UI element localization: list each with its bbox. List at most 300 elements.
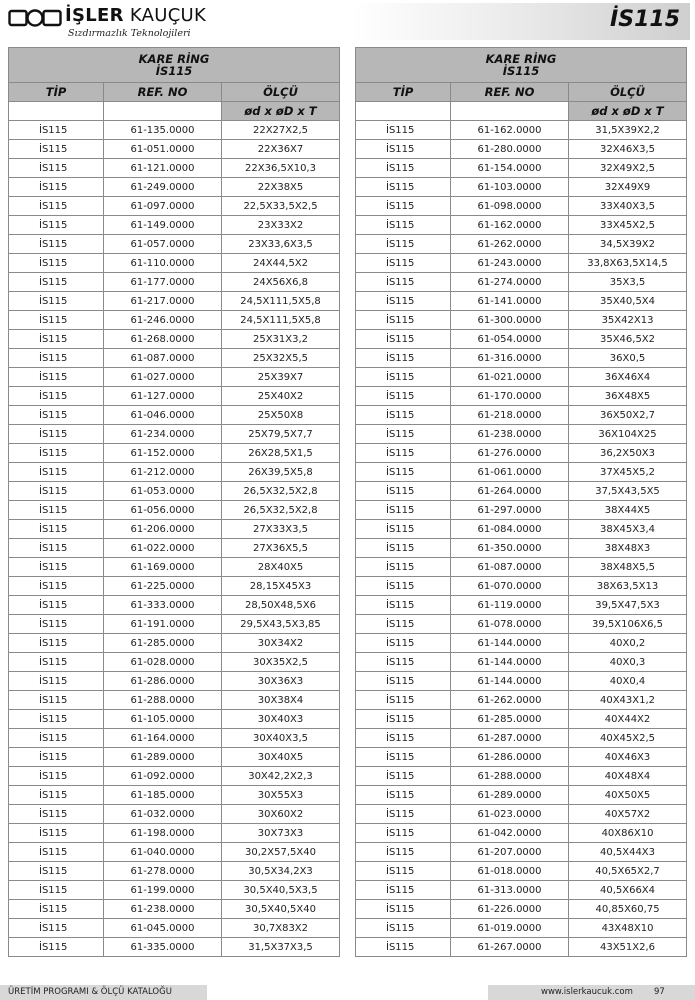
table-row xyxy=(356,862,687,881)
cell-tip: İS115 xyxy=(356,596,451,615)
cell-dimensions: 30X55X3 xyxy=(222,786,340,805)
cell-dimensions: 40X86X10 xyxy=(569,824,687,843)
cell-tip: İS115 xyxy=(9,919,104,938)
cell-ref-no: 61-054.0000 xyxy=(451,330,569,349)
cell-dimensions: 43X48X10 xyxy=(569,919,687,938)
cell-dimensions: 29,5X43,5X3,85 xyxy=(222,615,340,634)
cell-tip: İS115 xyxy=(356,691,451,710)
cell-ref-no: 61-238.0000 xyxy=(451,425,569,444)
cell-ref-no: 61-021.0000 xyxy=(451,368,569,387)
cell-dimensions: 23X33,6X3,5 xyxy=(222,235,340,254)
cell-dimensions: 38X63,5X13 xyxy=(569,577,687,596)
table-row xyxy=(9,178,340,197)
cell-tip: İS115 xyxy=(9,748,104,767)
cell-ref-no: 61-264.0000 xyxy=(451,482,569,501)
cell-dimensions: 36X48X5 xyxy=(569,387,687,406)
cell-ref-no: 61-164.0000 xyxy=(104,729,222,748)
table-row xyxy=(356,615,687,634)
cell-tip: İS115 xyxy=(356,311,451,330)
cell-ref-no: 61-040.0000 xyxy=(104,843,222,862)
table-row xyxy=(356,254,687,273)
cell-dimensions: 30,5X40,5X3,5 xyxy=(222,881,340,900)
cell-tip: İS115 xyxy=(356,843,451,862)
cell-dimensions: 31,5X37X3,5 xyxy=(222,938,340,957)
cell-ref-no: 61-199.0000 xyxy=(104,881,222,900)
cell-tip: İS115 xyxy=(9,311,104,330)
table-row xyxy=(9,805,340,824)
cell-dimensions: 22,5X33,5X2,5 xyxy=(222,197,340,216)
cell-tip: İS115 xyxy=(9,482,104,501)
cell-ref-no: 61-023.0000 xyxy=(451,805,569,824)
cell-dimensions: 24,5X111,5X5,8 xyxy=(222,292,340,311)
table-row xyxy=(9,159,340,178)
cell-dimensions: 35X46,5X2 xyxy=(569,330,687,349)
cell-ref-no: 61-019.0000 xyxy=(451,919,569,938)
cell-dimensions: 25X39X7 xyxy=(222,368,340,387)
cell-tip: İS115 xyxy=(9,710,104,729)
cell-tip: İS115 xyxy=(9,615,104,634)
table-row xyxy=(9,748,340,767)
cell-ref-no: 61-206.0000 xyxy=(104,520,222,539)
cell-ref-no: 61-243.0000 xyxy=(451,254,569,273)
cell-tip: İS115 xyxy=(9,349,104,368)
table-row xyxy=(356,463,687,482)
cell-dimensions: 30X40X3 xyxy=(222,710,340,729)
cell-tip: İS115 xyxy=(9,444,104,463)
cell-tip: İS115 xyxy=(356,520,451,539)
cell-ref-no: 61-278.0000 xyxy=(104,862,222,881)
table-row xyxy=(9,577,340,596)
table-row xyxy=(9,653,340,672)
cell-ref-no: 61-061.0000 xyxy=(451,463,569,482)
cell-ref-no: 61-169.0000 xyxy=(104,558,222,577)
page-number: 97 xyxy=(654,987,665,997)
table-row xyxy=(9,691,340,710)
cell-tip: İS115 xyxy=(9,691,104,710)
table-row xyxy=(9,444,340,463)
cell-ref-no: 61-285.0000 xyxy=(451,710,569,729)
cell-tip: İS115 xyxy=(9,900,104,919)
cell-dimensions: 24X56X6,8 xyxy=(222,273,340,292)
cell-ref-no: 61-300.0000 xyxy=(451,311,569,330)
cell-tip: İS115 xyxy=(356,919,451,938)
cell-dimensions: 27X36X5,5 xyxy=(222,539,340,558)
cell-ref-no: 61-154.0000 xyxy=(451,159,569,178)
cell-ref-no: 61-087.0000 xyxy=(451,558,569,577)
table-row xyxy=(9,330,340,349)
cell-tip: İS115 xyxy=(9,767,104,786)
cell-tip: İS115 xyxy=(9,254,104,273)
cell-dimensions: 39,5X106X6,5 xyxy=(569,615,687,634)
table-title-line1: KARE RİNG xyxy=(485,52,557,66)
column-header-ref: REF. NO xyxy=(104,83,222,102)
table-row xyxy=(356,444,687,463)
product-table-right xyxy=(355,47,687,957)
table-row xyxy=(356,311,687,330)
cell-ref-no: 61-350.0000 xyxy=(451,539,569,558)
cell-dimensions: 38X48X3 xyxy=(569,539,687,558)
cell-ref-no: 61-313.0000 xyxy=(451,881,569,900)
cell-ref-no: 61-276.0000 xyxy=(451,444,569,463)
cell-ref-no: 61-078.0000 xyxy=(451,615,569,634)
cell-ref-no: 61-144.0000 xyxy=(451,672,569,691)
cell-tip: İS115 xyxy=(9,843,104,862)
cell-tip: İS115 xyxy=(356,387,451,406)
brand-name-rest: KAUÇUK xyxy=(123,5,207,26)
cell-tip: İS115 xyxy=(356,539,451,558)
table-row xyxy=(9,368,340,387)
cell-dimensions: 24,5X111,5X5,8 xyxy=(222,311,340,330)
cell-ref-no: 61-288.0000 xyxy=(451,767,569,786)
cell-dimensions: 24X44,5X2 xyxy=(222,254,340,273)
cell-tip: İS115 xyxy=(356,634,451,653)
table-row xyxy=(9,349,340,368)
cell-tip: İS115 xyxy=(9,786,104,805)
cell-dimensions: 25X79,5X7,7 xyxy=(222,425,340,444)
cell-tip: İS115 xyxy=(356,672,451,691)
cell-ref-no: 61-053.0000 xyxy=(104,482,222,501)
cell-dimensions: 40,5X66X4 xyxy=(569,881,687,900)
table-row xyxy=(9,938,340,957)
cell-dimensions: 40X43X1,2 xyxy=(569,691,687,710)
table-row xyxy=(9,843,340,862)
table-row xyxy=(356,672,687,691)
table-row xyxy=(356,805,687,824)
cell-dimensions: 30,5X40,5X40 xyxy=(222,900,340,919)
cell-ref-no: 61-056.0000 xyxy=(104,501,222,520)
cell-ref-no: 61-121.0000 xyxy=(104,159,222,178)
cell-dimensions: 40X0,2 xyxy=(569,634,687,653)
cell-dimensions: 30X40X5 xyxy=(222,748,340,767)
table-row xyxy=(9,482,340,501)
cell-dimensions: 35X3,5 xyxy=(569,273,687,292)
table-title-line1: KARE RİNG xyxy=(138,52,210,66)
cell-dimensions: 30,7X83X2 xyxy=(222,919,340,938)
cell-tip: İS115 xyxy=(356,577,451,596)
cell-dimensions: 40,5X44X3 xyxy=(569,843,687,862)
product-table-left xyxy=(8,47,340,957)
cell-dimensions: 26,5X32,5X2,8 xyxy=(222,482,340,501)
cell-dimensions: 22X38X5 xyxy=(222,178,340,197)
table-row xyxy=(9,463,340,482)
cell-dimensions: 25X32X5,5 xyxy=(222,349,340,368)
cell-ref-no: 61-098.0000 xyxy=(451,197,569,216)
table-row xyxy=(356,159,687,178)
cell-ref-no: 61-198.0000 xyxy=(104,824,222,843)
cell-ref-no: 61-028.0000 xyxy=(104,653,222,672)
cell-ref-no: 61-249.0000 xyxy=(104,178,222,197)
cell-ref-no: 61-274.0000 xyxy=(451,273,569,292)
cell-tip: İS115 xyxy=(356,748,451,767)
cell-ref-no: 61-092.0000 xyxy=(104,767,222,786)
cell-ref-no: 61-316.0000 xyxy=(451,349,569,368)
cell-dimensions: 36,2X50X3 xyxy=(569,444,687,463)
column-subheader-empty xyxy=(9,102,104,121)
cell-dimensions: 26,5X32,5X2,8 xyxy=(222,501,340,520)
cell-dimensions: 33X45X2,5 xyxy=(569,216,687,235)
cell-ref-no: 61-152.0000 xyxy=(104,444,222,463)
table-row xyxy=(9,425,340,444)
cell-tip: İS115 xyxy=(356,273,451,292)
cell-dimensions: 30X38X4 xyxy=(222,691,340,710)
cell-tip: İS115 xyxy=(356,862,451,881)
cell-tip: İS115 xyxy=(356,881,451,900)
cell-dimensions: 37,5X43,5X5 xyxy=(569,482,687,501)
cell-ref-no: 61-177.0000 xyxy=(104,273,222,292)
cell-ref-no: 61-280.0000 xyxy=(451,140,569,159)
cell-ref-no: 61-127.0000 xyxy=(104,387,222,406)
table-title-line2: İS115 xyxy=(502,64,540,78)
table-row xyxy=(9,919,340,938)
table-row xyxy=(9,292,340,311)
table-row xyxy=(9,197,340,216)
column-header-olcu: ÖLÇÜ xyxy=(222,83,340,102)
cell-tip: İS115 xyxy=(356,425,451,444)
cell-ref-no: 61-087.0000 xyxy=(104,349,222,368)
column-header-ref: REF. NO xyxy=(451,83,569,102)
cell-tip: İS115 xyxy=(356,482,451,501)
cell-tip: İS115 xyxy=(356,767,451,786)
cell-tip: İS115 xyxy=(9,463,104,482)
cell-dimensions: 30,5X34,2X3 xyxy=(222,862,340,881)
cell-tip: İS115 xyxy=(356,710,451,729)
cell-tip: İS115 xyxy=(356,349,451,368)
cell-ref-no: 61-287.0000 xyxy=(451,729,569,748)
cell-tip: İS115 xyxy=(9,292,104,311)
cell-ref-no: 61-105.0000 xyxy=(104,710,222,729)
cell-tip: İS115 xyxy=(9,216,104,235)
cell-tip: İS115 xyxy=(356,216,451,235)
cell-ref-no: 61-288.0000 xyxy=(104,691,222,710)
cell-ref-no: 61-141.0000 xyxy=(451,292,569,311)
cell-ref-no: 61-225.0000 xyxy=(104,577,222,596)
footer-website-link[interactable]: www.islerkaucuk.com xyxy=(541,987,633,997)
cell-dimensions: 28,15X45X3 xyxy=(222,577,340,596)
cell-dimensions: 40X50X5 xyxy=(569,786,687,805)
table-row xyxy=(356,387,687,406)
cell-dimensions: 38X45X3,4 xyxy=(569,520,687,539)
cell-ref-no: 61-246.0000 xyxy=(104,311,222,330)
cell-tip: İS115 xyxy=(9,881,104,900)
table-row xyxy=(356,577,687,596)
header-band xyxy=(352,3,690,40)
table-row xyxy=(356,919,687,938)
column-header-olcu: ÖLÇÜ xyxy=(569,83,687,102)
cell-tip: İS115 xyxy=(9,121,104,140)
cell-tip: İS115 xyxy=(356,159,451,178)
cell-tip: İS115 xyxy=(356,368,451,387)
table-row xyxy=(9,501,340,520)
cell-tip: İS115 xyxy=(9,805,104,824)
cell-tip: İS115 xyxy=(9,862,104,881)
table-row xyxy=(9,254,340,273)
table-body xyxy=(9,121,340,957)
cell-ref-no: 61-046.0000 xyxy=(104,406,222,425)
cell-tip: İS115 xyxy=(356,197,451,216)
cell-tip: İS115 xyxy=(356,121,451,140)
cell-dimensions: 23X33X2 xyxy=(222,216,340,235)
table-title xyxy=(9,48,340,83)
logo-mark-icon xyxy=(8,7,62,29)
cell-tip: İS115 xyxy=(356,235,451,254)
cell-dimensions: 40,85X60,75 xyxy=(569,900,687,919)
table-row xyxy=(356,292,687,311)
cell-ref-no: 61-238.0000 xyxy=(104,900,222,919)
column-subheader-empty xyxy=(104,102,222,121)
table-row xyxy=(356,482,687,501)
cell-dimensions: 26X39,5X5,8 xyxy=(222,463,340,482)
cell-tip: İS115 xyxy=(9,653,104,672)
cell-dimensions: 39,5X47,5X3 xyxy=(569,596,687,615)
column-header-tip: TİP xyxy=(9,83,104,102)
cell-dimensions: 30X40X3,5 xyxy=(222,729,340,748)
cell-ref-no: 61-207.0000 xyxy=(451,843,569,862)
cell-dimensions: 27X33X3,5 xyxy=(222,520,340,539)
cell-dimensions: 40,5X65X2,7 xyxy=(569,862,687,881)
cell-dimensions: 30X42,2X2,3 xyxy=(222,767,340,786)
cell-tip: İS115 xyxy=(356,178,451,197)
table-row xyxy=(9,862,340,881)
table-row xyxy=(356,197,687,216)
cell-ref-no: 61-212.0000 xyxy=(104,463,222,482)
cell-tip: İS115 xyxy=(9,729,104,748)
cell-tip: İS115 xyxy=(356,330,451,349)
cell-dimensions: 30X36X3 xyxy=(222,672,340,691)
cell-ref-no: 61-234.0000 xyxy=(104,425,222,444)
cell-tip: İS115 xyxy=(9,406,104,425)
cell-ref-no: 61-022.0000 xyxy=(104,539,222,558)
table-row xyxy=(356,596,687,615)
table-row xyxy=(356,691,687,710)
cell-dimensions: 35X42X13 xyxy=(569,311,687,330)
cell-tip: İS115 xyxy=(356,805,451,824)
cell-dimensions: 36X104X25 xyxy=(569,425,687,444)
cell-tip: İS115 xyxy=(9,520,104,539)
cell-dimensions: 28,50X48,5X6 xyxy=(222,596,340,615)
cell-ref-no: 61-297.0000 xyxy=(451,501,569,520)
table-title-line2: İS115 xyxy=(155,64,193,78)
table-row xyxy=(356,349,687,368)
cell-dimensions: 43X51X2,6 xyxy=(569,938,687,957)
table-row xyxy=(356,710,687,729)
cell-ref-no: 61-267.0000 xyxy=(451,938,569,957)
cell-ref-no: 61-097.0000 xyxy=(104,197,222,216)
table-row xyxy=(9,881,340,900)
cell-ref-no: 61-262.0000 xyxy=(451,235,569,254)
cell-dimensions: 40X57X2 xyxy=(569,805,687,824)
cell-tip: İS115 xyxy=(9,235,104,254)
cell-dimensions: 30X34X2 xyxy=(222,634,340,653)
cell-dimensions: 32X49X2,5 xyxy=(569,159,687,178)
cell-ref-no: 61-218.0000 xyxy=(451,406,569,425)
table-body xyxy=(356,121,687,957)
cell-ref-no: 61-289.0000 xyxy=(451,786,569,805)
cell-tip: İS115 xyxy=(9,558,104,577)
table-row xyxy=(9,729,340,748)
table-row xyxy=(356,406,687,425)
table-row xyxy=(9,596,340,615)
cell-ref-no: 61-149.0000 xyxy=(104,216,222,235)
table-row xyxy=(9,311,340,330)
cell-tip: İS115 xyxy=(356,615,451,634)
column-subheader-empty xyxy=(356,102,451,121)
table-row xyxy=(356,729,687,748)
cell-dimensions: 40X0,4 xyxy=(569,672,687,691)
table-row xyxy=(356,140,687,159)
table-row xyxy=(356,216,687,235)
table-row xyxy=(9,140,340,159)
company-logo xyxy=(8,4,208,42)
cell-ref-no: 61-057.0000 xyxy=(104,235,222,254)
table-row xyxy=(356,539,687,558)
table-row xyxy=(9,710,340,729)
cell-tip: İS115 xyxy=(356,558,451,577)
table-row xyxy=(356,368,687,387)
cell-dimensions: 40X0,3 xyxy=(569,653,687,672)
table-row xyxy=(356,273,687,292)
cell-tip: İS115 xyxy=(9,634,104,653)
table-row xyxy=(9,121,340,140)
cell-tip: İS115 xyxy=(9,539,104,558)
footer-right xyxy=(488,985,695,1000)
table-row xyxy=(9,824,340,843)
cell-dimensions: 36X46X4 xyxy=(569,368,687,387)
cell-dimensions: 40X46X3 xyxy=(569,748,687,767)
cell-dimensions: 22X36,5X10,3 xyxy=(222,159,340,178)
cell-ref-no: 61-333.0000 xyxy=(104,596,222,615)
cell-ref-no: 61-226.0000 xyxy=(451,900,569,919)
table-row xyxy=(356,634,687,653)
table-row xyxy=(9,634,340,653)
cell-ref-no: 61-262.0000 xyxy=(451,691,569,710)
table-row xyxy=(356,520,687,539)
cell-tip: İS115 xyxy=(356,463,451,482)
cell-ref-no: 61-070.0000 xyxy=(451,577,569,596)
cell-tip: İS115 xyxy=(9,501,104,520)
cell-tip: İS115 xyxy=(356,292,451,311)
cell-dimensions: 40X48X4 xyxy=(569,767,687,786)
table-row xyxy=(356,748,687,767)
table-title xyxy=(356,48,687,83)
table-row xyxy=(9,672,340,691)
table-row xyxy=(9,387,340,406)
cell-dimensions: 30X73X3 xyxy=(222,824,340,843)
table-row xyxy=(356,501,687,520)
cell-dimensions: 25X31X3,2 xyxy=(222,330,340,349)
cell-ref-no: 61-103.0000 xyxy=(451,178,569,197)
cell-tip: İS115 xyxy=(9,330,104,349)
table-row xyxy=(356,900,687,919)
table-row xyxy=(356,938,687,957)
cell-dimensions: 35X40,5X4 xyxy=(569,292,687,311)
cell-dimensions: 25X50X8 xyxy=(222,406,340,425)
table-row xyxy=(9,216,340,235)
cell-tip: İS115 xyxy=(356,406,451,425)
table-row xyxy=(9,786,340,805)
cell-ref-no: 61-268.0000 xyxy=(104,330,222,349)
brand-name xyxy=(65,5,206,26)
cell-dimensions: 32X49X9 xyxy=(569,178,687,197)
cell-dimensions: 38X48X5,5 xyxy=(569,558,687,577)
cell-tip: İS115 xyxy=(9,368,104,387)
column-subheader-dims: ød x øD x T xyxy=(222,102,340,121)
cell-ref-no: 61-289.0000 xyxy=(104,748,222,767)
cell-tip: İS115 xyxy=(356,824,451,843)
footer-catalog-label: ÜRETİM PROGRAMI & ÖLÇÜ KATALOĞU xyxy=(0,985,207,1000)
cell-ref-no: 61-162.0000 xyxy=(451,121,569,140)
table-row xyxy=(356,235,687,254)
cell-tip: İS115 xyxy=(356,900,451,919)
